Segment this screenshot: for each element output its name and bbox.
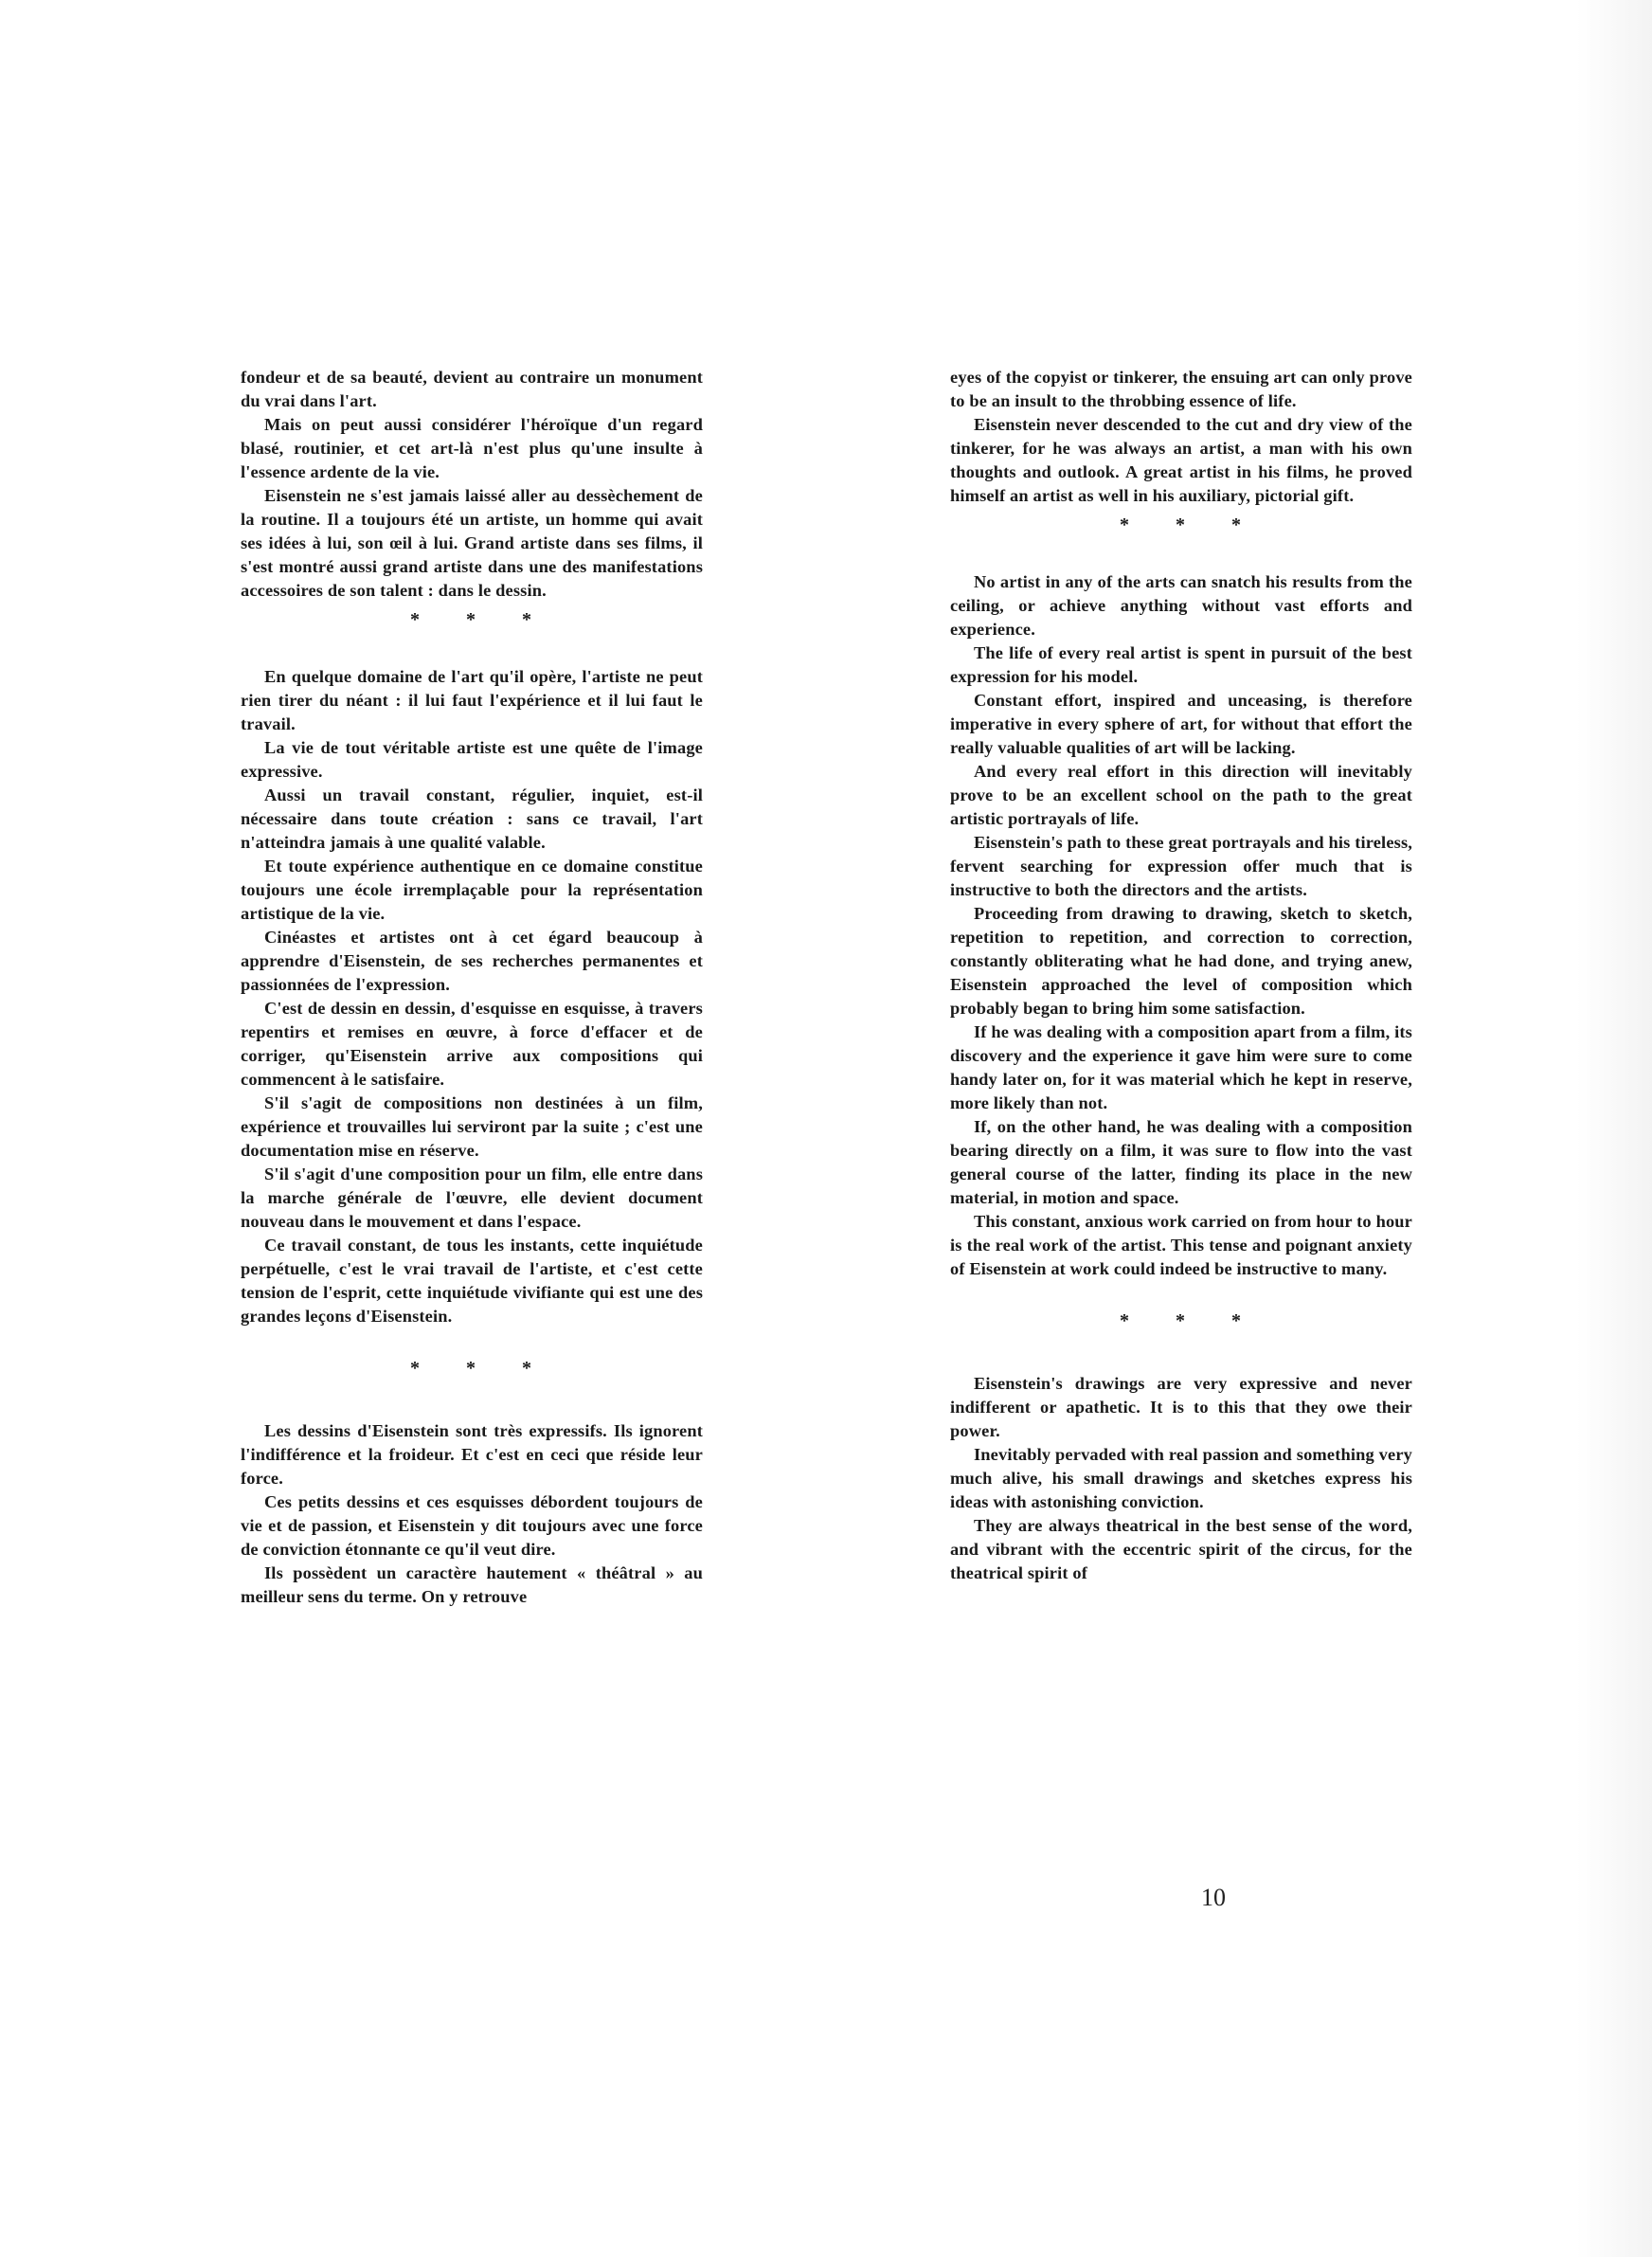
paragraph: No artist in any of the arts can snatch his results from the ceiling, or achieve anything without vast efforts and experience. xyxy=(950,572,1412,639)
paragraph: C'est de dessin en dessin, d'esquisse en esquisse, à travers repentirs et remises en œuvre, à force d'effacer et de corriger, qu'Eisenstein arrive aux compositions qui commencent à le satisfaire. xyxy=(241,999,703,1089)
paragraph: Proceeding from drawing to drawing, sketch to sketch, repetition to repetition, and correction to correction, constantly obliterating what he had done, and trying anew, Eisenstein approached the level of composition which probably began to bring him some satisfaction. xyxy=(950,904,1412,1018)
french-text-column xyxy=(241,366,703,1609)
paragraph: Eisenstein never descended to the cut and dry view of the tinkerer, for he was always an artist, a man with his own thoughts and outlook. A great artist in his films, he proved himself an artist as well in his auxiliary, pictorial gift. xyxy=(950,415,1412,505)
paragraph: Les dessins d'Eisenstein sont très expressifs. Ils ignorent l'indifférence et la froideur. Et c'est en ceci que réside leur force. xyxy=(241,1421,703,1488)
paragraph: Et toute expérience authentique en ce domaine constitue toujours une école irremplaçable pour la représentation artistique de la vie. xyxy=(241,857,703,923)
paragraph: Aussi un travail constant, régulier, inquiet, est-il nécessaire dans toute création : sans ce travail, l'art n'atteindra jamais à une qualité valable. xyxy=(241,785,703,852)
scan-edge-shading xyxy=(1576,0,1652,2257)
paragraph: If he was dealing with a composition apart from a film, its discovery and the experience it gave him were sure to come handy later on, for it was material which he kept in reserve, more likely than not. xyxy=(950,1022,1412,1112)
paragraph: Ces petits dessins et ces esquisses débordent toujours de vie et de passion, et Eisenstein y dit toujours avec une force de conviction étonnante ce qu'il veut dire. xyxy=(241,1492,703,1559)
paragraph: If, on the other hand, he was dealing with a composition bearing directly on a film, it was sure to flow into the vast general course of the latter, finding its place in the new material, in motion and space. xyxy=(950,1117,1412,1207)
paragraph: Constant effort, inspired and unceasing, is therefore imperative in every sphere of art, for without that effort the really valuable qualities of art will be lacking. xyxy=(950,691,1412,757)
section-separator: * * * xyxy=(1120,1310,1262,1331)
paragraph: Mais on peut aussi considérer l'héroïque d'un regard blasé, routinier, et cet art-là n'est plus qu'une insulte à l'essence ardente de la vie. xyxy=(241,415,703,481)
paragraph: And every real effort in this direction will inevitably prove to be an excellent school on the path to the great artistic portrayals of life. xyxy=(950,762,1412,828)
section-separator: * * * xyxy=(410,609,552,630)
paragraph: Eisenstein's drawings are very expressive and never indifferent or apathetic. It is to this that they owe their power. xyxy=(950,1374,1412,1440)
paragraph: This constant, anxious work carried on from hour to hour is the real work of the artist. This tense and poignant anxiety of Eisenstein at work could indeed be instructive to many. xyxy=(950,1212,1412,1278)
page-number: 10 xyxy=(1201,1884,1226,1911)
paragraph: En quelque domaine de l'art qu'il opère, l'artiste ne peut rien tirer du néant : il lui faut l'expérience et il lui faut le travail. xyxy=(241,667,703,733)
paragraph: Ce travail constant, de tous les instants, cette inquiétude perpétuelle, c'est le vrai travail de l'artiste, et c'est cette tension de l'esprit, cette inquiétude vivifiante qui est une des grandes leçons d'Eisenstein. xyxy=(241,1236,703,1326)
paragraph: Inevitably pervaded with real passion and something very much alive, his small drawings and sketches express his ideas with astonishing conviction. xyxy=(950,1445,1412,1511)
paragraph: eyes of the copyist or tinkerer, the ensuing art can only prove to be an insult to the throbbing essence of life. xyxy=(950,368,1412,410)
paragraph: S'il s'agit d'une composition pour un film, elle entre dans la marche générale de l'œuvre, elle devient document nouveau dans le mouvement et dans l'espace. xyxy=(241,1165,703,1231)
section-separator: * * * xyxy=(410,1358,552,1379)
paragraph: S'il s'agit de compositions non destinées à un film, expérience et trouvailles lui serviront par la suite ; c'est une documentation mise en réserve. xyxy=(241,1093,703,1160)
paragraph: Cinéastes et artistes ont à cet égard beaucoup à apprendre d'Eisenstein, de ses recherches permanentes et passionnées de l'expression. xyxy=(241,928,703,994)
paragraph: Eisenstein's path to these great portrayals and his tireless, fervent searching for expression offer much that is instructive to both the directors and the artists. xyxy=(950,833,1412,899)
section-separator: * * * xyxy=(1120,515,1262,535)
paragraph: They are always theatrical in the best sense of the word, and vibrant with the eccentric spirit of the circus, for the theatrical spirit of xyxy=(950,1516,1412,1582)
paragraph: Ils possèdent un caractère hautement « théâtral » au meilleur sens du terme. On y retrouve xyxy=(241,1563,703,1606)
paragraph: The life of every real artist is spent in pursuit of the best expression for his model. xyxy=(950,643,1412,686)
english-text-column xyxy=(950,366,1412,1585)
paragraph: La vie de tout véritable artiste est une quête de l'image expressive. xyxy=(241,738,703,781)
paragraph: Eisenstein ne s'est jamais laissé aller au dessèchement de la routine. Il a toujours été un artiste, un homme qui avait ses idées à lui, son œil à lui. Grand artiste dans ses films, il s'est montré aussi grand artiste dans une des manifestations accessoires de son talent : dans le dessin. xyxy=(241,486,703,600)
paragraph: fondeur et de sa beauté, devient au contraire un monument du vrai dans l'art. xyxy=(241,368,703,410)
